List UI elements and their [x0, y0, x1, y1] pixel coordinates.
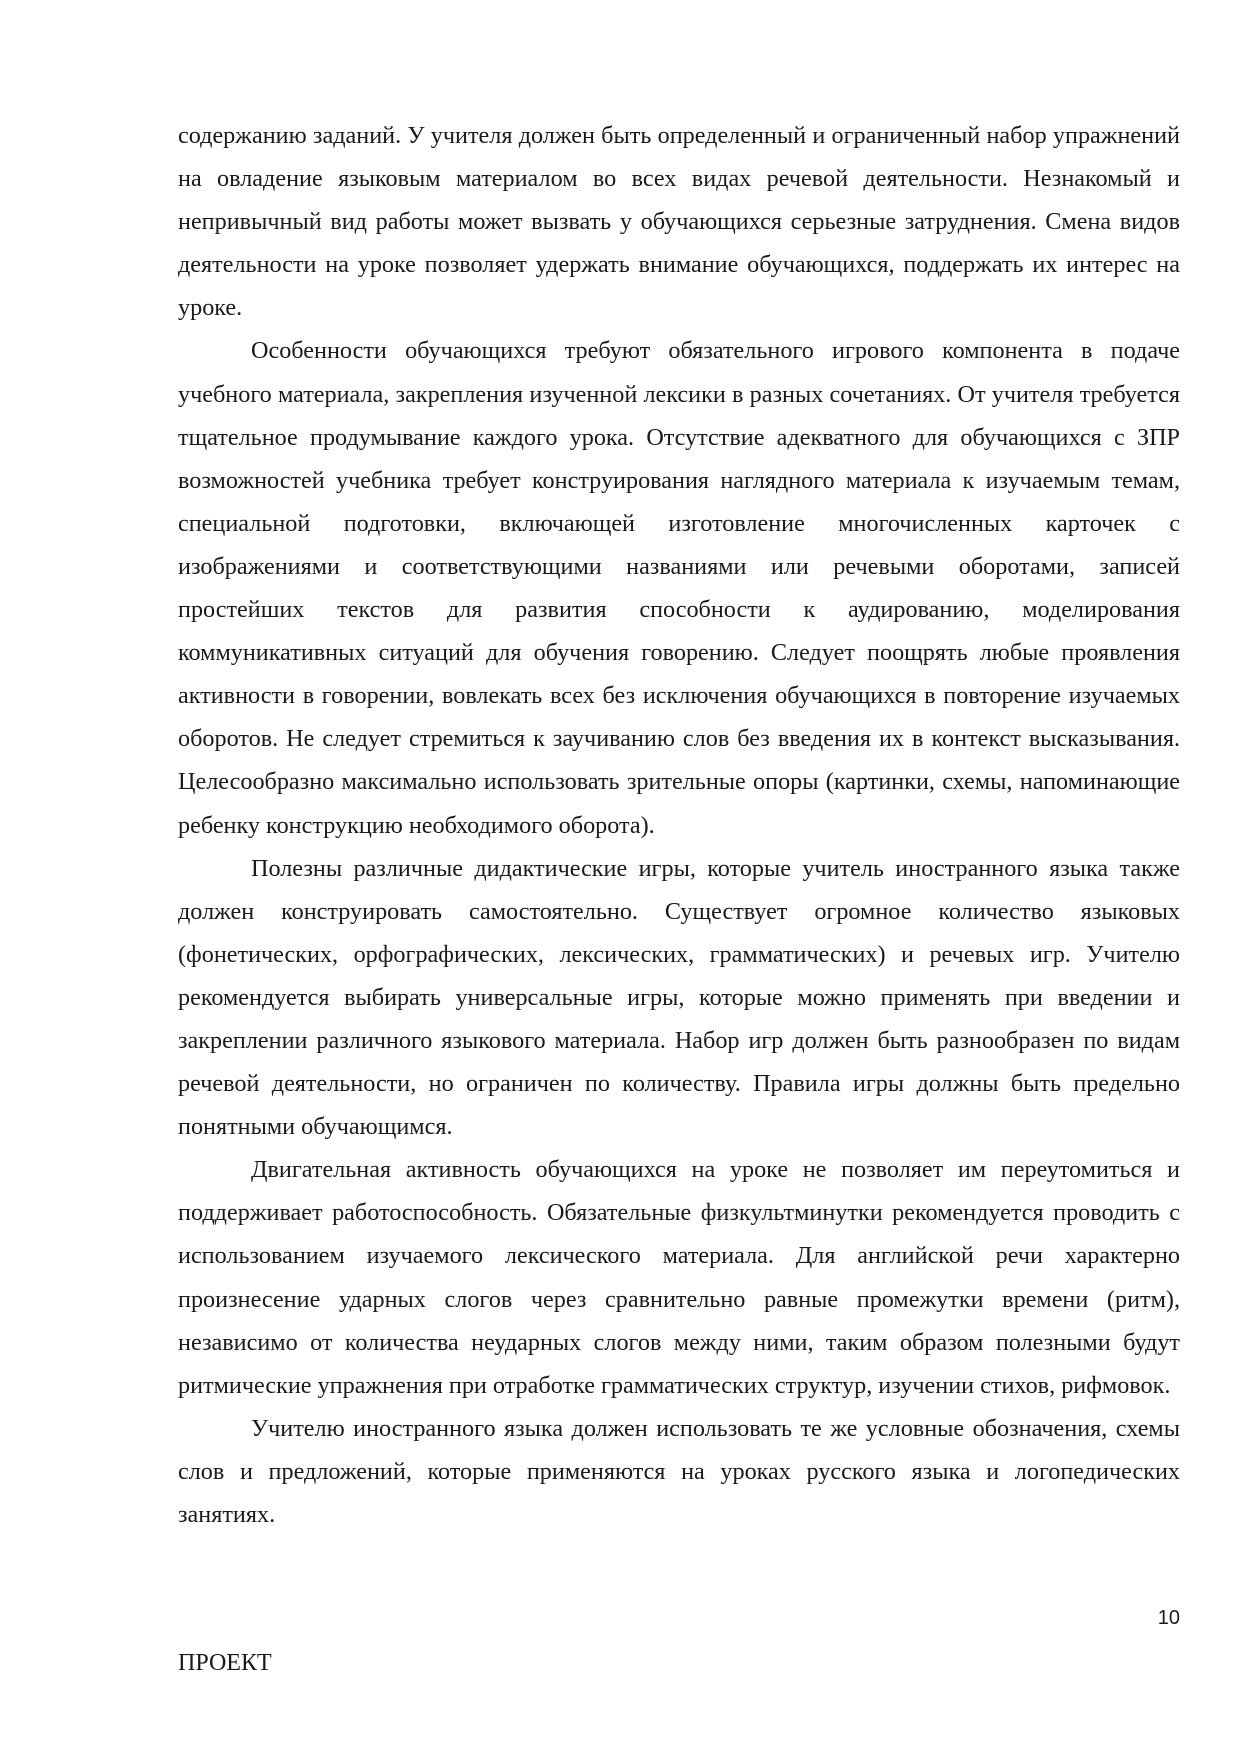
paragraph-4: Двигательная активность обучающихся на уроке не позволяет им переутомиться и поддерживает работоспособность. Обязательные физкультминутки рекомендуется проводить с использованием изучаемого лексического материала. Для английской речи характерно произнесение ударных слогов через сравнительно равные промежутки времени (ритм), независимо от количества неударных слогов между ними, таким образом полезными будут ритмические упражнения при отработке грамматических структур, изучении стихов, рифмовок.	[178, 1156, 1180, 1399]
document-body	[178, 114, 1180, 1536]
paragraph-5: Учителю иностранного языка должен использовать те же условные обозначения, схемы слов и предложений, которые применяются на уроках русского языка и логопедических занятиях.	[178, 1414, 1180, 1528]
paragraph-2: Особенности обучающихся требуют обязательного игрового компонента в подаче учебного материала, закрепления изученной лексики в разных сочетаниях. От учителя требуется тщательное продумывание каждого урока. Отсутствие адекватного для обучающихся с ЗПР возможностей учебника требует конструирования наглядного материала к изучаемым темам, специальной подготовки, включающей изготовление многочисленных карточек с изображениями и соответствующими названиями или речевыми оборотами, записей простейших текстов для развития способности к аудированию, моделирования коммуникативных ситуаций для обучения говорению. Следует поощрять любые проявления активности в говорении, вовлекать всех без исключения обучающихся в повторение изучаемых оборотов. Не следует стремиться к заучиванию слов без введения их в контекст высказывания. Целесообразно максимально использовать зрительные опоры (картинки, схемы, напоминающие ребенку конструкцию необходимого оборота).	[178, 337, 1180, 839]
paragraph-1: содержанию заданий. У учителя должен быть определенный и ограниченный набор упражнений на овладение языковым материалом во всех видах речевой деятельности. Незнакомый и непривычный вид работы может вызвать у обучающихся серьезные затруднения. Смена видов деятельности на уроке позволяет удержать внимание обучающихся, поддержать их интерес на уроке.	[178, 122, 1180, 322]
footer-label: ПРОЕКТ	[178, 1650, 272, 1676]
paragraph-3: Полезны различные дидактические игры, которые учитель иностранного языка также должен конструировать самостоятельно. Существует огромное количество языковых (фонетических, орфографических, лексических, грамматических) и речевых игр. Учителю рекомендуется выбирать универсальные игры, которые можно применять при введении и закреплении различного языкового материала. Набор игр должен быть разнообразен по видам речевой деятельности, но ограничен по количеству. Правила игры должны быть предельно понятными обучающимся.	[178, 854, 1180, 1141]
page-number: 10	[1157, 1607, 1180, 1629]
